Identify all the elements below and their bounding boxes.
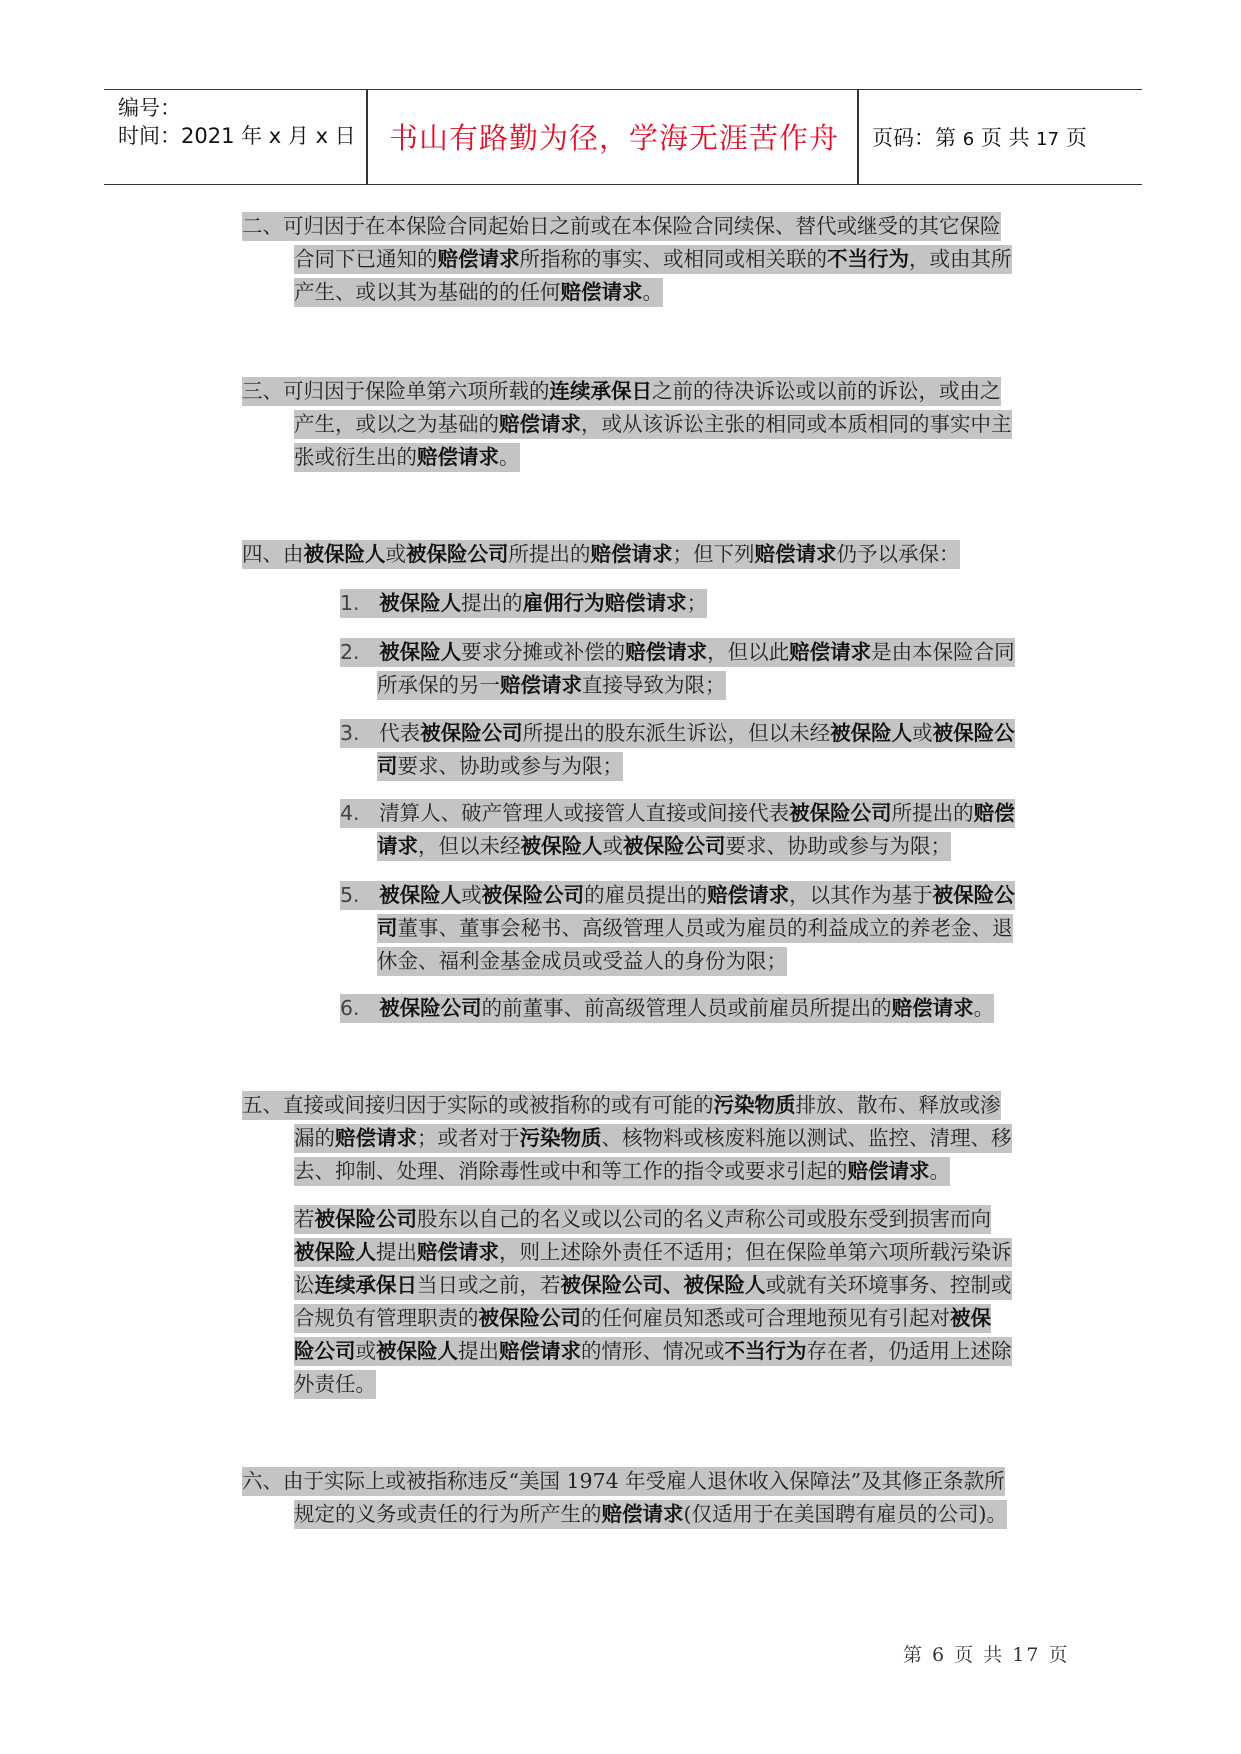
clause-text: ，以其作为基于 [789,883,933,907]
clause-text: 股东以自己的名义或以公司的名义声称公司或股东受到损害而向 [417,1207,991,1231]
term: 被保险公司 [623,834,726,858]
clause-text: 、核物料或核废料施以测试、监控、清理、移 [601,1126,1012,1150]
term: 连续承保日 [314,1273,417,1297]
term: 赔偿 [973,801,1015,825]
clause-text: 所承保的另一 [377,673,500,697]
document-time: 时间：2021 年 x 月 x 日 [118,124,356,148]
clause-text: 当日或之前，若 [417,1273,561,1297]
clause-text: 二、可归因于在本保险合同起始日之前或在本保险合同续保、替代或继受的其它保险 [242,212,1001,241]
clause-text: 外责任。 [294,1372,376,1396]
term: 赔偿请求 [437,247,520,271]
term: 不当行为 [827,247,909,271]
term: 赔偿请求 [754,542,837,566]
term: 被保险公 [932,721,1015,745]
clause-3 [242,375,1012,474]
clause-text: 所提出的 [891,801,974,825]
term: 被保险人 [830,721,913,745]
page-header [104,89,1142,185]
clause-text: 提出 [376,1240,417,1264]
term: 被保险人 [294,1240,376,1264]
item-number: 6. [340,996,360,1020]
header-page-info [872,120,1087,158]
clause-text: 产生、或以其为基础的的任何 [294,280,561,304]
term: 连续承保日 [549,379,652,403]
clause-text: 所提出的股东派生诉讼，但以未经 [522,721,831,745]
clause-text: 去、抑制、处理、消除毒性或中和等工作的指令或要求引起的 [294,1159,848,1183]
term: 赔偿请求 [891,996,974,1020]
term: 赔偿请求 [625,640,708,664]
item-1 [340,587,707,620]
clause-text: 或就有关环境事务、控制或 [765,1273,1012,1297]
clause-text: 直接导致为限； [582,673,726,697]
term: 被保险人 [379,883,462,907]
item-6 [340,992,994,1025]
clause-text: 存在者，仍适用上述除 [806,1339,1012,1363]
item-number: 5. [340,883,360,907]
page-mid: 页 共 [974,126,1037,150]
item-number: 1. [340,591,360,615]
term: 被保险公司 [379,996,482,1020]
item-number: 3. [340,721,360,745]
clause-text: 六、由于实际上或被指称违反“美国 1974 年受雇人退休收入保障法”及其修正条款所 [242,1467,1005,1496]
clause-text: 合同下已通知的 [294,247,438,271]
term: 被保险人 [520,834,603,858]
item-number: 2. [340,640,360,664]
clause-text: 要求分摊或补偿的 [461,640,626,664]
clause-text: 提出的 [461,591,523,615]
page-current: 6 [962,129,975,150]
term: 被保险公司 [478,1306,581,1330]
page-suffix: 页 [1059,126,1087,150]
term: 被保险公 [932,883,1015,907]
clause-text: 产生，或以之为基础的 [294,412,499,436]
term: 司 [377,916,398,940]
term: 赔偿请求 [417,1240,499,1264]
clause-text: 要求、协助或参与为限； [725,834,951,858]
term: 请求 [377,834,418,858]
term: 赔偿请求 [590,542,673,566]
clause-text: 三、可归因于保险单第六项所载的 [242,379,550,403]
clause-text: 所提出的 [508,542,591,566]
clause-text: 排放、散布、释放或渗 [795,1093,1001,1117]
clause-5 [242,1089,1012,1188]
clause-text: 张或衍生出的 [294,445,417,469]
clause-text: 讼 [294,1273,315,1297]
header-motto: 书山有路勤为径，学海无涯苦作舟 [388,121,839,155]
document-number-label: 编号： [118,96,181,120]
term: 赔偿请求 [847,1159,930,1183]
item-4 [340,797,1015,863]
clause-text: 的雇员提出的 [584,883,708,907]
clause-text: 董事、董事会秘书、高级管理人员或为雇员的利益成立的养老金、退 [397,916,1013,940]
term: 赔偿请求 [500,673,582,697]
clause-2 [242,210,1012,309]
term: 被保险人 [303,542,386,566]
term: 污染物质 [713,1093,796,1117]
clause-text: 或 [461,883,482,907]
header-meta [118,94,356,150]
term: 险公司 [294,1339,356,1363]
clause-text: 的情形、情况或 [581,1339,725,1363]
item-5 [340,879,1015,978]
clause-text: 或 [602,834,623,858]
page-footer: 第 6 页 共 17 页 [903,1644,1070,1666]
term: 不当行为 [724,1339,807,1363]
clause-text: 是由本保险合同 [871,640,1015,664]
clause-text: 的前董事、前高级管理人员或前雇员所提出的 [481,996,892,1020]
clause-text: ，或由其所 [909,247,1012,271]
term: 被保险人 [376,1339,458,1363]
clause-text: ，但以未经 [418,834,521,858]
term: 被保险公司 [481,883,585,907]
clause-text: ，或从该诉讼主张的相同或本质相同的事实中主 [581,412,1012,436]
clause-text: ；或者对于 [417,1126,520,1150]
clause-6 [242,1465,1007,1531]
clause-text: 。 [973,996,995,1020]
clause-text: 或 [912,721,933,745]
clause-text: 四、由 [242,542,304,566]
term: 赔偿请求 [417,445,499,469]
term: 被保险人 [379,640,462,664]
term: 赔偿请求 [499,1339,581,1363]
term: 赔偿请求 [789,640,872,664]
clause-text: 提出 [458,1339,499,1363]
clause-text: 要求、协助或参与为限； [397,754,623,778]
term: 被保险人 [379,591,462,615]
clause-4 [242,538,960,571]
clause-text: 五、直接或间接归因于实际的或被指称的或有可能的 [242,1093,714,1117]
clause-text: 或 [385,542,406,566]
term: 赔偿请求 [560,280,643,304]
clause-text: 休金、福利金基金成员或受益人的身份为限； [377,949,787,973]
term: 赔偿请求 [335,1126,417,1150]
clause-text: (仅适用于在美国聘有雇员的公司)。 [683,1502,1007,1526]
clause-text: ；但下列 [672,542,755,566]
term: 赔偿请求 [601,1502,684,1526]
item-3 [340,717,1015,783]
term: 雇佣行为赔偿请求 [522,591,687,615]
clause-text: 清算人、破产管理人或接管人直接或间接代表 [379,801,790,825]
clause-text: 合规负有管理职责的 [294,1306,479,1330]
term: 被保险公司 [314,1207,417,1231]
page-prefix: 页码：第 [872,126,963,150]
term: 赔偿请求 [707,883,790,907]
header-divider [366,90,368,184]
clause-text: 。 [929,1159,950,1183]
term: 被保 [950,1306,991,1330]
clause-text: ； [686,591,708,615]
clause-text: 之前的待决诉讼或以前的诉讼，或由之 [652,379,1001,403]
clause-text: ，则上述除外责任不适用；但在保险单第六项所载污染诉 [499,1240,1012,1264]
clause-text: 。 [499,445,520,469]
clause-text: ，但以此 [707,640,790,664]
term: 被保险公司 [406,542,509,566]
term: 污染物质 [519,1126,602,1150]
clause-text: 的任何雇员知悉或可合理地预见有引起对 [581,1306,950,1330]
clause-text: 或 [355,1339,376,1363]
term: 司 [377,754,398,778]
clause-text: 若 [294,1207,315,1231]
item-2 [340,636,1015,702]
clause-text: 规定的义务或责任的行为所产生的 [294,1502,602,1526]
term: 被保险公司 [420,721,523,745]
term: 赔偿请求 [499,412,581,436]
term: 被保险公司 [789,801,892,825]
clause-text: 漏的 [294,1126,335,1150]
term: 被保险公司、被保险人 [560,1273,766,1297]
page-total: 17 [1036,129,1060,150]
clause-text: 仍予以承保： [836,542,960,566]
clause-5-exception [294,1203,1012,1401]
clause-text: 代表 [379,721,421,745]
clause-text: 所指称的事实、或相同或相关联的 [519,247,827,271]
clause-text: 。 [642,280,663,304]
item-number: 4. [340,801,360,825]
